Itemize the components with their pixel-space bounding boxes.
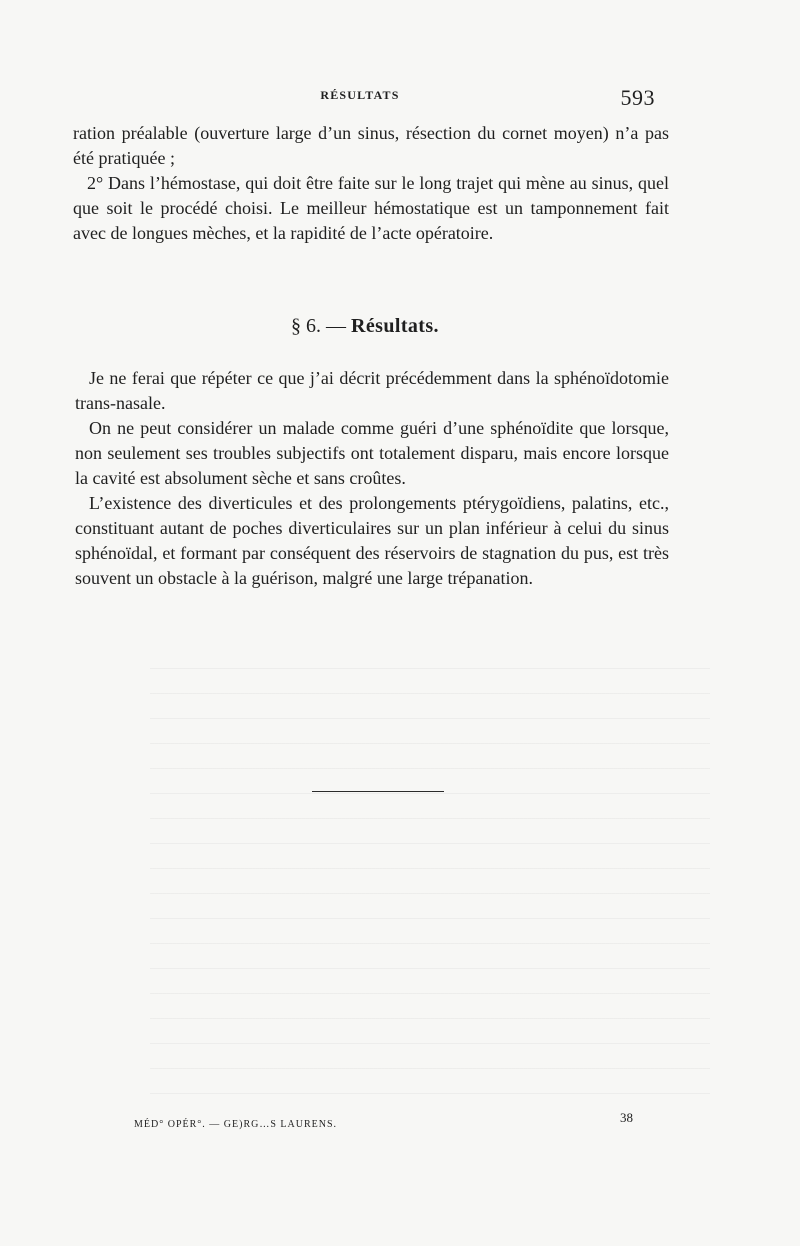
running-title: RÉSULTATS	[320, 88, 400, 102]
section-title: Résultats.	[351, 315, 439, 337]
results-text	[75, 366, 669, 591]
running-head	[0, 87, 800, 111]
paragraph-hemostasis: 2° Dans l’hémostase, qui doit être faite sur le long trajet qui mène au sinus, quel que soit le procédé choisi. Le meilleur hémostatique est un tamponnement fait avec de longues mèches, et la rapidité de l’acte opératoire.	[73, 173, 669, 243]
paragraph-continuation: ration préalable (ouverture large d’un sinus, résection du cornet moyen) n’a pas été pratiquée ;	[73, 123, 669, 168]
results-paragraph-3: L’existence des diverticules et des prolongements ptérygoïdiens, palatins, etc., constituant autant de poches diverticulaires sur un plan inférieur à celui du sinus sphénoïdal, et formant par conséquent des réservoirs de stagnation du pus, est très souvent un obstacle à la guérison, malgré une large trépanation.	[75, 493, 669, 588]
signature-mark: 38	[620, 1110, 633, 1125]
end-rule	[312, 791, 444, 792]
page-number: 593	[620, 85, 655, 110]
section-heading	[0, 312, 730, 340]
section-number: § 6. —	[291, 315, 347, 337]
show-through-bleed	[150, 650, 710, 1100]
results-paragraph-1: Je ne ferai que répéter ce que j’ai décrit précédemment dans la sphénoïdotomie trans-nasale.	[75, 368, 669, 413]
continued-text	[73, 121, 669, 246]
results-paragraph-2: On ne peut considérer un malade comme guéri d’une sphénoïdite que lorsque, non seulement ses troubles subjectifs ont totalement disparu, mais encore lorsque la cavité est absolument sèche et sans croûtes.	[75, 418, 669, 488]
footer-credit: MÉD° OPÉR°. — GE)RG…S LAURENS.	[134, 1119, 338, 1130]
